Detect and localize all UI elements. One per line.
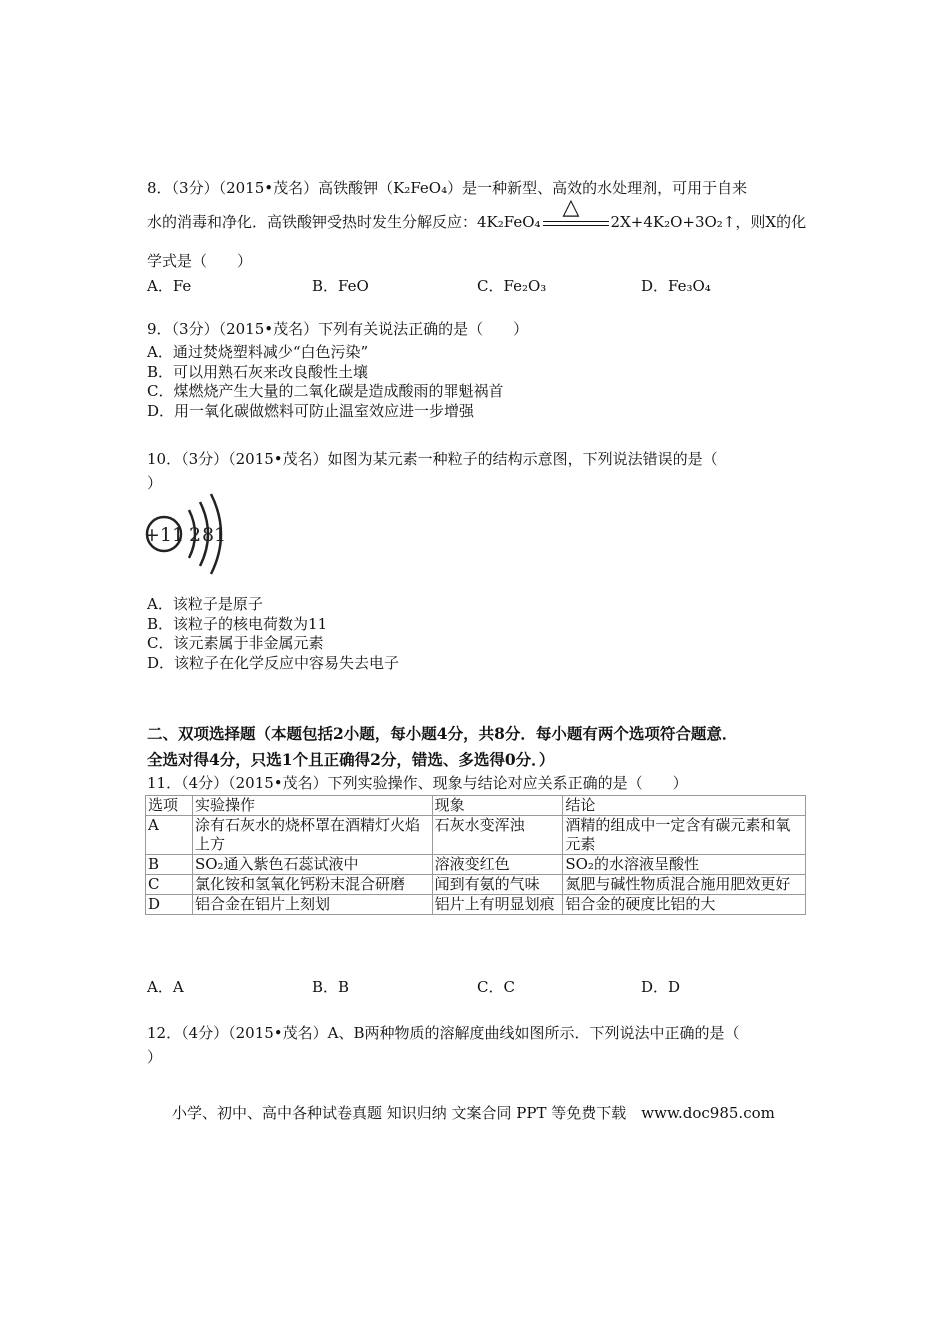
table-cell: SO₂的水溶液呈酸性 xyxy=(563,855,806,875)
table-row xyxy=(146,875,806,895)
table-cell: C xyxy=(146,875,193,895)
q10-option-b: B．该粒子的核电荷数为11 xyxy=(147,615,328,633)
table-cell: D xyxy=(146,895,193,915)
table-cell: 铝合金的硬度比铝的大 xyxy=(563,895,806,915)
q10-option-a: A．该粒子是原子 xyxy=(147,595,263,613)
table-cell: 铝片上有明显划痕 xyxy=(432,895,563,915)
section2-heading-line1: 二、双项选择题（本题包括2小题，每小题4分，共8分．每小题有两个选项符合题意． xyxy=(147,724,738,743)
q8-reaction-product: 2X+4K₂O+3O₂↑，则X的化 xyxy=(610,213,807,231)
table-row xyxy=(146,855,806,875)
q9-option-d: D．用一氧化碳做燃料可防止温室效应进一步增强 xyxy=(147,402,475,420)
q9-option-c: C．煤燃烧产生大量的二氧化碳是造成酸雨的罪魁祸首 xyxy=(147,382,504,400)
table-row xyxy=(146,895,806,915)
header-conclusion: 结论 xyxy=(563,796,806,816)
q11-option-b: B．B xyxy=(312,978,350,996)
q10-stem-line1: 10．（3分）（2015•茂名）如图为某元素一种粒子的结构示意图，下列说法错误的是（ xyxy=(147,450,718,468)
table-cell: 氮肥与碱性物质混合施用肥效更好 xyxy=(563,875,806,895)
table-cell: 氯化铵和氢氧化钙粉末混合研磨 xyxy=(192,875,432,895)
q8-reaction-reactant: 水的消毒和净化．高铁酸钾受热时发生分解反应：4K₂FeO₄ xyxy=(147,213,541,231)
table-row xyxy=(146,816,806,855)
header-operation: 实验操作 xyxy=(192,796,432,816)
q10-option-c: C．该元素属于非金属元素 xyxy=(147,634,324,652)
q11-option-c: C．C xyxy=(477,978,515,996)
q12-stem-line1: 12．（4分）（2015•茂名）A、B两种物质的溶解度曲线如图所示．下列说法中正确的是（ xyxy=(147,1024,740,1042)
table-header-row xyxy=(146,796,806,816)
table-cell: 闻到有氨的气味 xyxy=(432,875,563,895)
table-cell: A xyxy=(146,816,193,855)
q9-option-a: A．通过焚烧塑料减少“白色污染” xyxy=(147,343,369,361)
table-cell: 石灰水变浑浊 xyxy=(432,816,563,855)
q9-option-b: B．可以用熟石灰来改良酸性土壤 xyxy=(147,363,369,381)
heat-symbol: △ xyxy=(562,195,580,220)
table-cell: 涂有石灰水的烧杯罩在酒精灯火焰上方 xyxy=(192,816,432,855)
q8-option-a: A．Fe xyxy=(147,277,192,295)
nucleus-charge: +11 xyxy=(143,524,185,546)
shell-electrons-3: 1 xyxy=(213,524,227,546)
table-cell: 铝合金在铝片上刻划 xyxy=(192,895,432,915)
header-phenomenon: 现象 xyxy=(432,796,563,816)
table-cell: 溶液变红色 xyxy=(432,855,563,875)
table-cell: 酒精的组成中一定含有碳元素和氧元素 xyxy=(563,816,806,855)
q10-stem-line2: ） xyxy=(147,474,163,492)
q11-table xyxy=(145,795,806,915)
equation-sign xyxy=(541,195,611,232)
shell-electrons-2: 8 xyxy=(201,524,215,546)
q8-option-d: D．Fe₃O₄ xyxy=(641,277,711,295)
q8-stem-line3: 学式是（ ） xyxy=(147,252,253,270)
q10-option-d: D．该粒子在化学反应中容易失去电子 xyxy=(147,654,400,672)
page-footer: 小学、初中、高中各种试卷真题 知识归纳 文案合同 PPT 等免费下载 www.doc985.com xyxy=(172,1104,775,1122)
q8-option-c: C．Fe₂O₃ xyxy=(477,277,547,295)
q9-stem: 9．（3分）（2015•茂名）下列有关说法正确的是（ ） xyxy=(147,320,529,338)
atom-structure-diagram xyxy=(143,488,243,578)
q8-stem-line1: 8．（3分）（2015•茂名）高铁酸钾（K₂FeO₄）是一种新型、高效的水处理剂，可用于自来 xyxy=(147,179,748,197)
q8-stem-line2 xyxy=(147,195,807,232)
q11-option-a: A．A xyxy=(147,978,184,996)
table-cell: B xyxy=(146,855,193,875)
section2-heading-line2: 全选对得4分，只选1个且正确得2分，错选、多选得0分．） xyxy=(147,750,555,769)
header-option: 选项 xyxy=(146,796,193,816)
q11-stem: 11．（4分）（2015•茂名）下列实验操作、现象与结论对应关系正确的是（ ） xyxy=(147,774,688,792)
q12-stem-line2: ） xyxy=(147,1048,163,1066)
shell-electrons-1: 2 xyxy=(188,524,202,546)
q11-option-d: D．D xyxy=(641,978,681,996)
q8-option-b: B．FeO xyxy=(312,277,369,295)
table-cell: SO₂通入紫色石蕊试液中 xyxy=(192,855,432,875)
